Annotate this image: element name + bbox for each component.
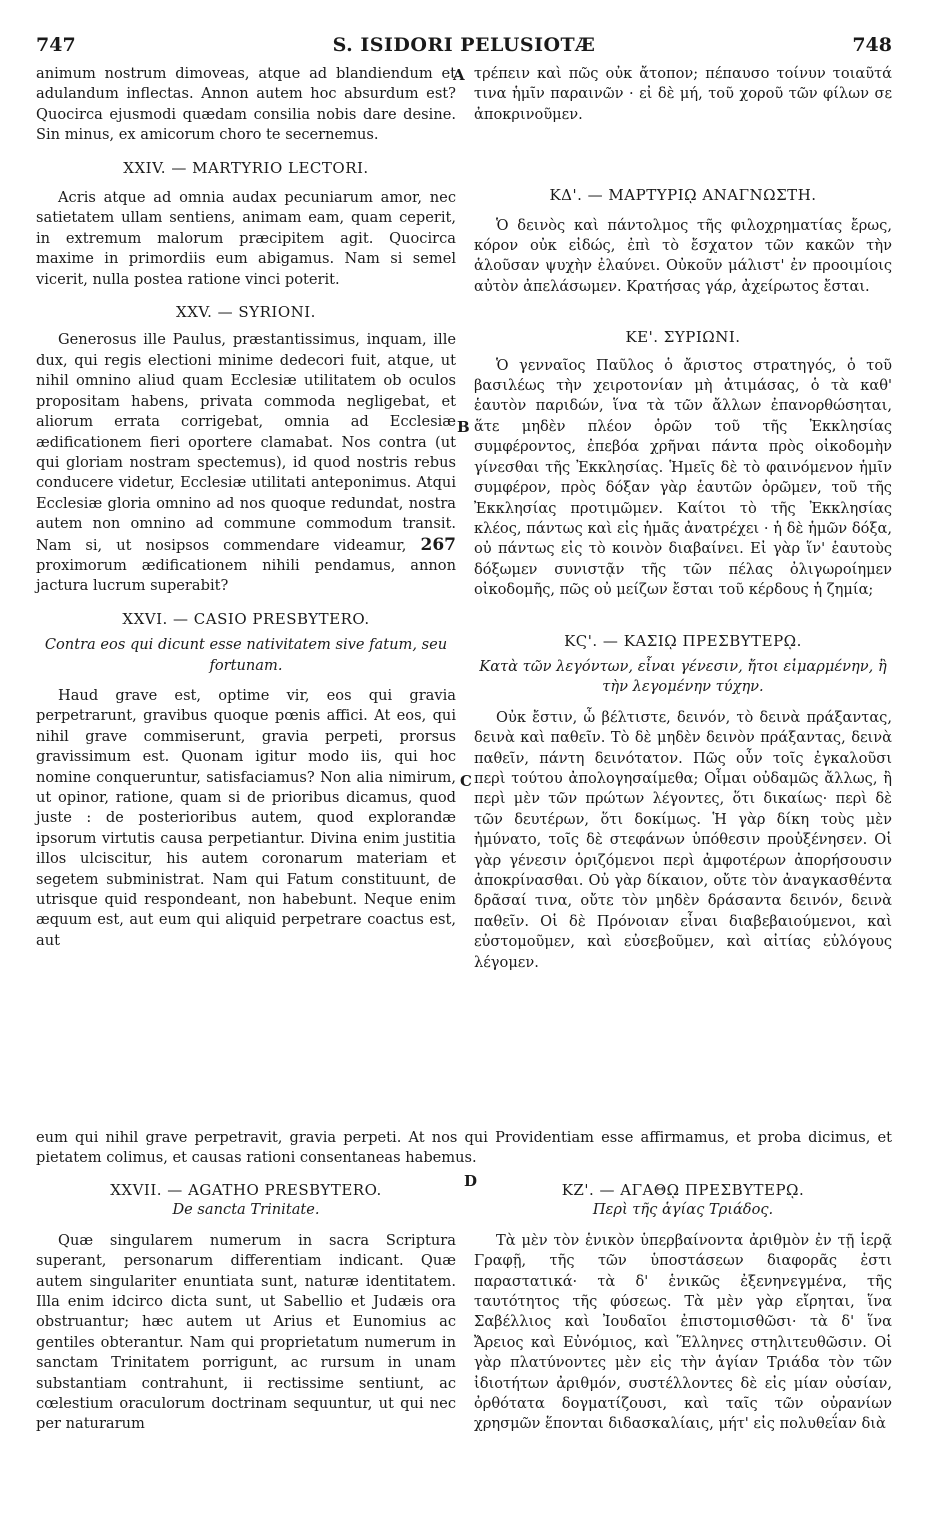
latin-letter-27-text: Quæ singularem numerum in sacra Scriptura superant, personarum differentiam indicant. Quæ autem singulariter enuntiata sunt, naturæ identitatem. Illa enim idcirco dicta sunt, ut Sabellio et Judæis ora obstruantur; hæc autem ut Arius et Eunomius ac gentiles obterantur. Nam qui proprietatum numerum in sanctam Trinitatem porrigunt, ac rursum in unam substantiam contrahunt, ii rectissime sentiunt, ac cœlestium oraculorum doctrinam sequuntur, ut qui nec per naturarum [36,1231,456,1433]
margin-letter-c: C [460,772,472,790]
greek-letter-26-text: Οὐκ ἔστιν, ὦ βέλτιστε, δεινόν, τὸ δεινὰ πράξαντας, δεινὰ καὶ παθεῖν. Τὸ δὲ μηδὲν δεινὸν πράξαντας, δεινὰ παθεῖν, πάντη δεινότατον. Πῶς οὖν τοῖς ἐγκαλοῦσι περὶ τούτου ἀπολογησαίμεθα; Οἶμαι οὐδαμῶς ἄλλως, ἢ περὶ μὲν τῶν πρώτων λέγοντες, ὅτι δικαίως· περὶ δὲ τῶν δευτέρων, ὅτι δοκίμως. Ἡ γὰρ δίκη τοὺς μὲν ἠμύνατο, τοῖς δὲ στεφάνων ὑπόθεσιν προὐξένησεν. Οἱ γὰρ γένεσιν ὁριζόμενοι περὶ ἀμφοτέρων ἀπορήσουσιν ἀποκρίνασθαι. Οὐ γὰρ δίκαιον, οὔτε τὸν ἀναγκασθέντα δρᾶσαί τινα, οὔτε τὸν μηδὲν δράσαντα δεινόν, δεινὰ παθεῖν. Οἱ δὲ Πρόνοιαν εἶναι διαβεβαιούμενοι, καὶ εὐστομοῦμεν, καὶ εὐσεβοῦμεν, καὶ αἰτίας εὐλόγους λέγομεν. [474,708,892,971]
greek-letter-24-title: ΚΔ'. — ΜΑΡΤΥΡΙῼ ΑΝΑΓΝΩΣΤΗ. [549,186,817,205]
latin-column-lower [36,1180,456,1435]
latin-letter-27-subtitle: De sancta Trinitate. [172,1201,320,1219]
latin-letter-25-title: XXV. — SYRIONI. [176,303,316,322]
greek-letter-24-text: Ὁ δεινὸς καὶ πάντολμος τῆς φιλοχρηματίας ἔρως, κόρον οὐκ εἰδώς, ἐπὶ τὸ ἔσχατον τῶν κακῶν τὴν ἁλοῦσαν ψυχὴν ἐλαύνει. Οὐκοῦν μάλιστ' ἐν προοιμίοις αὐτὸν ἀπελάσωμεν. Κρατήσας γάρ, ἀχείρωτος ἔσται. [474,216,892,295]
latin-letter-26-title: XXVI. — CASIO PRESBYTERO. [122,609,370,628]
margin-letter-b: B [457,418,470,436]
greek-letter-26-subtitle: Κατὰ τῶν λεγόντων, εἶναι γένεσιν, ἤτοι εἱμαρμένην, ἢ τὴν λεγομένην τύχην. [479,657,887,696]
margin-letter-a: A [453,66,465,84]
running-header [36,34,892,58]
latin-letter-25-text-a: Generosus ille Paulus, præstantissimus, inquam, ille dux, qui regis electioni minime dedecori fuit, atque, ut nihil omnino aliud quam Ecclesiæ utilitatem ob oculos propositam habens, privata commoda negligebat, et aliorum errata corrigebat, omnia ad Ecclesiæ ædificationem fieri oportere clamabat. Nos contra (ut qui gloriam nostram spectemus), id quod nostris rebus conducere videtur, Ecclesiæ utilitati anteponimus. Atqui Ecclesiæ gloria omnino ad nos quoque redundat, nostra autem non omnino ad commune commodum transit. Nam si, ut nosipsos commendare videamur, [36,331,456,554]
greek-intro: τρέπειν καὶ πῶς οὐκ ἄτοπον; πέπαυσο τοίνυν τοιαῦτά τινα ἡμῖν παραινῶν · εἰ δὲ μή, τοῦ χοροῦ τῶν φίλων σε ἀποκρινοῦμεν. [474,65,892,123]
greek-letter-27-subtitle: Περὶ τῆς ἁγίας Τριάδος. [592,1201,774,1219]
margin-letter-d: D [464,1172,478,1190]
latin-letter-26-text: Haud grave est, optime vir, eos qui gravia perpetrarunt, gravibus quoque pœnis affici. At eos, qui nihil grave commiserunt, gravia perpeti, prorsus gravissimum est. Quonam igitur modo iis, qui hoc nomine conqueruntur, satisfaciamus? Non alia nimirum, ut opinor, ratione, quam si de prioribus dicamus, quod juste : de posterioribus autem, quod explorandæ ipsorum virtutis causa perpetiantur. Divina enim justitia illos ulciscitur, his autem coronarum materiam et segetem subministrat. Nam qui Fatum constituunt, de utrisque quid respondeant, non habebunt. Neque enim æquum est, aut eum qui aliquid perpetrare coactus est, aut [36,686,456,949]
full-width-continuation [36,1128,892,1169]
latin-letter-25-text [36,330,456,596]
column-marker-267: 267 [420,534,456,555]
greek-letter-25-text: Ὁ γενναῖος Παῦλος ὁ ἄριστος στρατηγός, ὁ τοῦ βασιλέως τὴν χειροτονίαν μὴ ἀτιμάσας, ὁ τὰ καθ' ἑαυτὸν παριδών, ἵνα τὰ τῶν ἄλλων ἐπανορθώσηται, ἅτε μηδὲν πλέον ὁρῶν τοῦ τῆς Ἐκκλησίας συμφέροντος, ἐπεβόα χρῆναι πάντα πρὸς οἰκοδομὴν γίνεσθαι τῆς Ἐκκλησίας. Ἡμεῖς δὲ τὸ φαινόμενον ἡμῖν συμφέρον, πρὸς δόξαν γὰρ ἑαυτῶν ὁρῶμεν, τοῦ τῆς Ἐκκλησίας προτιμῶμεν. Καίτοι τὸ τῆς Ἐκκλησίας κλέος, πάντως καὶ εἰς ἡμᾶς ἀνατρέχει · ἡ δὲ ἡμῶν δόξα, οὐ πάντως εἰς τὸ κοινὸν διαβαίνει. Εἰ γὰρ ἵν' ἑαυτοὺς δόξωμεν συνιστᾷν τῆς τῶν πέλας ὀλιγωροίημεν οἰκοδομῆς, πῶς οὐ μείζων ἔσται τοῦ κέρδους ἡ ζημία; [474,356,892,599]
greek-column-lower [474,1180,892,1435]
latin-letter-26-continuation: eum qui nihil grave perpetravit, gravia perpeti. At nos qui Providentiam esse affirmamus, et proba dicimus, et pietatem colimus, et causas rationi consentaneas habemus. [36,1129,892,1167]
latin-letter-24-text: Acris atque ad omnia audax pecuniarum amor, nec satietatem ullam sentiens, animam eam, quam ceperit, in extremum malorum præcipitem agit. Quocirca maxime in primordiis eum abigamus. Nam si semel vicerit, nulla postea ratione vinci poterit. [36,189,456,288]
greek-letter-25-title: ΚΕ'. ΣΥΡΙΩΝΙ. [625,328,741,347]
latin-letter-27-title: XXVII. — AGATHO PRESBYTERO. [110,1181,382,1199]
greek-letter-27-title: ΚΖ'. — ΑΓΑΘῼ ΠΡΕΣΒΥΤΕΡῼ. [561,1181,805,1199]
running-title: S. ISIDORI PELUSIOTÆ [332,34,596,56]
greek-letter-26-title: ΚϚ'. — ΚΑΣΙῼ ΠΡΕΣΒΥΤΕΡῼ. [564,631,802,650]
latin-column-upper [36,64,456,951]
page-number-right: 748 [852,34,892,56]
latin-intro: animum nostrum dimoveas, atque ad blandiendum et adulandum inflectas. Annon autem hoc absurdum est? Quocirca ejusmodi quædam consilia nobis dare desine. Sin minus, ex amicorum choro te secernemus. [36,65,456,144]
latin-letter-24-title: XXIV. — MARTYRIO LECTORI. [123,158,369,177]
latin-letter-25-text-b: proximorum ædificationem nihili pendamus, annon jactura lucrum superabit? [36,556,456,595]
greek-letter-27-text: Τὰ μὲν τὸν ἑνικὸν ὑπερβαίνοντα ἀριθμὸν ἐν τῇ ἱερᾷ Γραφῇ, τῆς τῶν ὑποστάσεων διαφορᾶς ἐστι παραστατικά· τὰ δ' ἑνικῶς ἐξενηνεγμένα, τῆς ταυτότητος τῆς φύσεως. Τὰ μὲν γὰρ εἴρηται, ἵνα Σαβέλλιος καὶ Ἰουδαῖοι ἐπιστομισθῶσι· τὰ δ' ἵνα Ἄρειος καὶ Εὐνόμιος, καὶ Ἕλληνες στηλιτευθῶσιν. Οἱ γὰρ πλατύνοντες μὲν εἰς τὴν ἁγίαν Τριάδα τὸν τῶν ἰδιοτήτων ἀριθμόν, συστέλλοντες δὲ εἰς μίαν οὐσίαν, ὀρθότατα δογματίζουσι, καὶ ταῖς τῶν οὐρανίων χρησμῶν ἕπονται διδασκαλίαις, μήτ' εἰς πολυθεΐαν διὰ [474,1231,892,1433]
page-number-left: 747 [36,34,76,56]
greek-column-upper [474,64,892,973]
latin-letter-26-subtitle: Contra eos qui dicunt esse nativitatem sive fatum, seu fortunam. [44,636,448,674]
